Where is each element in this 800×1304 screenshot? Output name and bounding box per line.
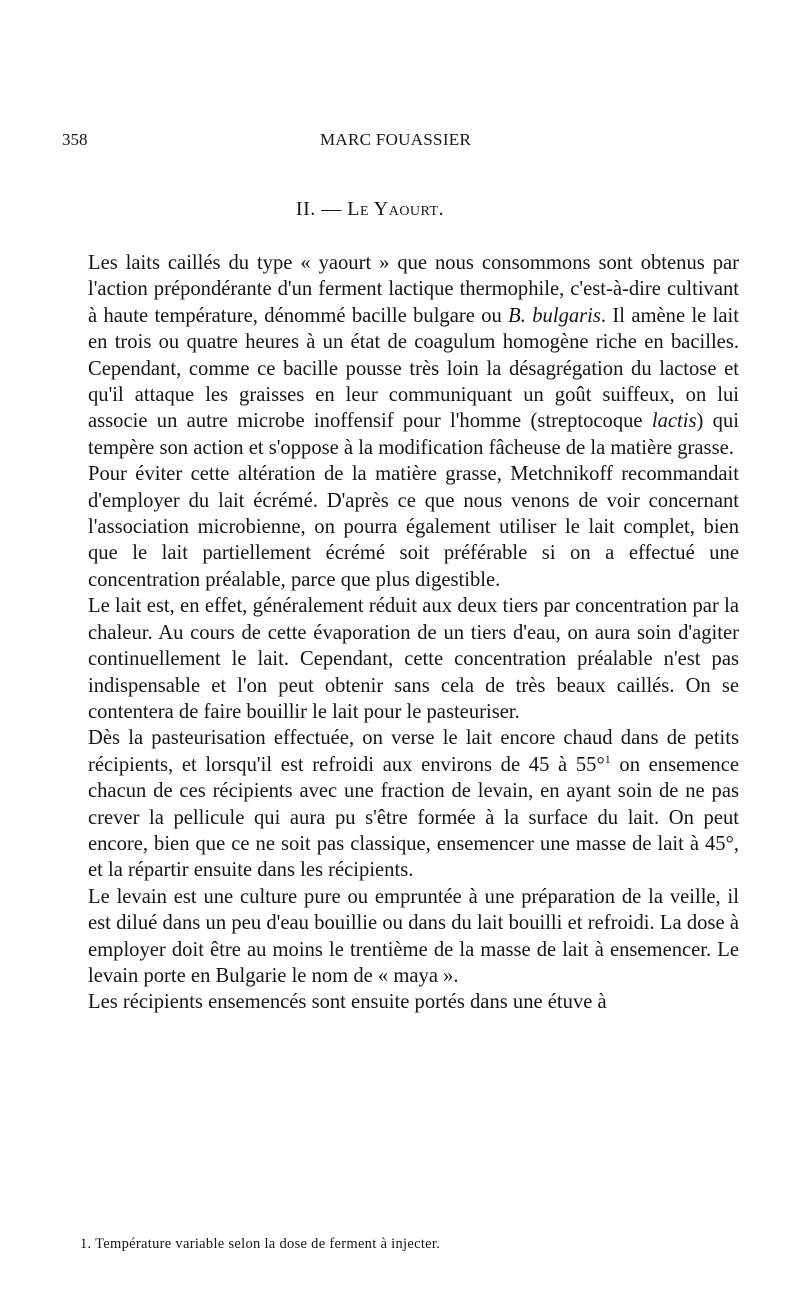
page-number: 358: [62, 130, 88, 149]
body-text: [88, 250, 739, 1016]
footnote-reference: 1: [604, 751, 611, 766]
running-head: MARC FOUASSIER: [320, 130, 472, 149]
paragraph-6: Les récipients ensemencés sont ensuite portés dans une étuve à: [88, 991, 607, 1014]
section-title: [0, 198, 740, 221]
paragraph-4-text: Dès la pasteurisation effectuée, on verse le lait encore chaud dans de petits récipients, et lorsqu'il est refroidi aux environs de 45 à 55°: [88, 727, 739, 776]
paragraph-2: Pour éviter cette altération de la matière grasse, Metchnikoff recommandait d'employer du lait écrémé. D'après ce que nous venons de voir concernant l'association microbienne, on pourra également utiliser le lait complet, bien que le lait partiellement écrémé soit préférable si on a effectué une concentration préalable, parce que plus digestible.: [88, 463, 739, 591]
paragraph-1-text: Les laits caillés du type « yaourt » que nous consommons sont obtenus par l'action prépondérante d'un ferment lactique thermophile, c'est-à-dire cultivant à haute température, dénommé bacille bulgare ou: [88, 252, 739, 327]
footnote-text: Température variable selon la dose de ferment à injecter.: [91, 1236, 441, 1252]
paragraph-4-text-2: on ensemence chacun de ces récipients avec une fraction de levain, en ayant soin de ne pas crever la pellicule qui aura pu s'être formée à la surface du lait. On peut encore, bien que ce ne soit pas classique, ensemencer une masse de lait à 45°, et la répartir ensuite dans les récipients.: [88, 753, 739, 882]
footnote: [80, 1236, 740, 1253]
section-number: II. —: [295, 198, 348, 220]
paragraph-1-text-2: . Il amène le lait en trois ou quatre heures à un état de coagulum homogène riche en bacilles. Cependant, comme ce bacille pousse très loin la désagrégation du lactose et qu'il attaque les graisses en leur communiquant un goût suiffeux, on lui associe un autre microbe inoffensif pour l'homme (streptocoque: [88, 304, 739, 433]
paragraph-5: Le levain est une culture pure ou empruntée à une préparation de la veille, il est dilué dans un peu d'eau bouillie ou dans du lait bouilli et refroidi. La dose à employer doit être au moins le trentième de la masse de lait à ensemencer. Le levain porte en Bulgarie le nom de « maya ».: [88, 885, 739, 987]
page-header: [62, 130, 742, 154]
paragraph-1-text-3: ) qui tempère son action et s'oppose à la modification fâcheuse de la matière grasse.: [88, 410, 739, 459]
paragraph-1-italic-lactis: lactis: [651, 410, 697, 433]
paragraph-4: [88, 725, 739, 883]
section-title-text: Le Yaourt.: [347, 198, 445, 220]
footnote-marker: 1.: [80, 1236, 92, 1252]
paragraph-3: Le lait est, en effet, généralement réduit aux deux tiers par concentration par la chaleur. Au cours de cette évaporation de un tiers d'eau, on aura soin d'agiter continuellement le lait. Cependant, cette concentration préalable n'est pas indispensable et l'on peut obtenir sans cela de très beaux caillés. On se contentera de faire bouillir le lait pour le pasteuriser.: [88, 595, 739, 723]
paragraph-1-italic-species: B. bulgaris: [508, 304, 601, 327]
paragraph-1: [88, 250, 739, 461]
